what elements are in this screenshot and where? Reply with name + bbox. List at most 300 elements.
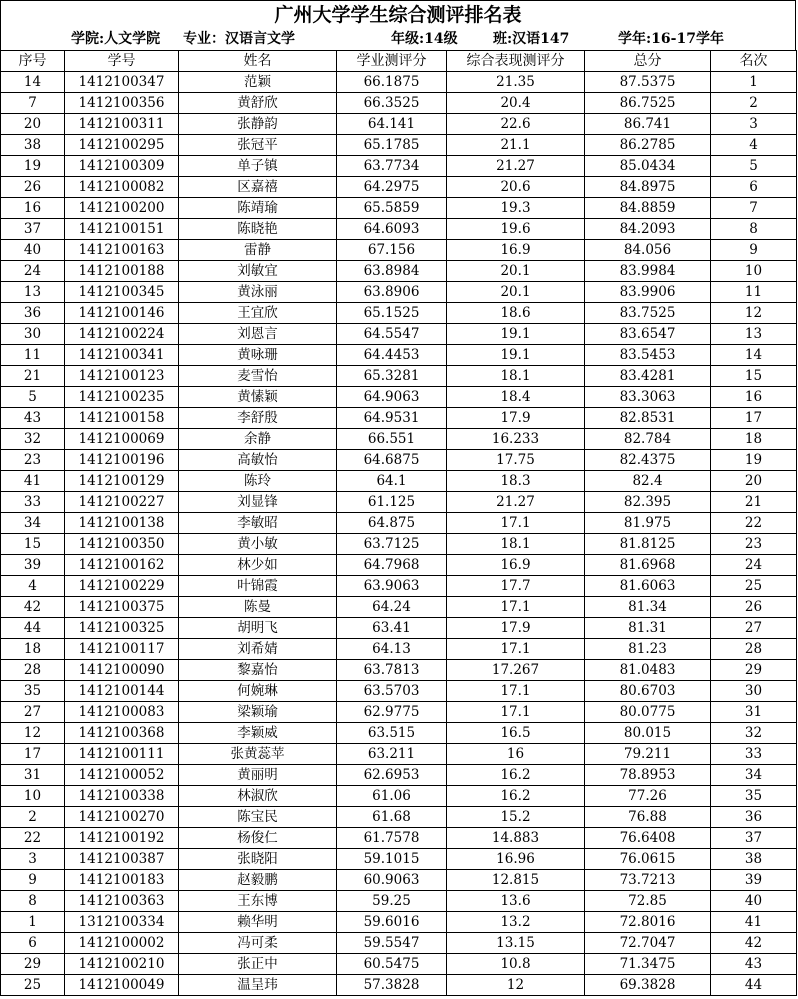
student-id-cell: 1412100341 bbox=[65, 345, 179, 366]
grade-label: 年级:14级 bbox=[391, 31, 458, 47]
seq-cell: 28 bbox=[1, 660, 65, 681]
total-score-cell: 79.211 bbox=[585, 744, 711, 765]
name-cell: 陈晓艳 bbox=[179, 219, 337, 240]
academic-score-cell: 59.25 bbox=[337, 891, 447, 912]
rank-cell: 21 bbox=[711, 492, 797, 513]
rank-cell: 2 bbox=[711, 93, 797, 114]
name-cell: 王东博 bbox=[179, 891, 337, 912]
name-cell: 余静 bbox=[179, 429, 337, 450]
rank-cell: 12 bbox=[711, 303, 797, 324]
academic-score-cell: 65.1525 bbox=[337, 303, 447, 324]
seq-cell: 3 bbox=[1, 849, 65, 870]
seq-cell: 12 bbox=[1, 723, 65, 744]
performance-score-cell: 16.233 bbox=[447, 429, 585, 450]
name-cell: 张正中 bbox=[179, 954, 337, 975]
total-score-header: 总分 bbox=[585, 51, 711, 72]
rank-cell: 8 bbox=[711, 219, 797, 240]
performance-score-cell: 17.9 bbox=[447, 408, 585, 429]
performance-score-cell: 19.1 bbox=[447, 345, 585, 366]
academic-score-cell: 63.515 bbox=[337, 723, 447, 744]
seq-cell: 38 bbox=[1, 135, 65, 156]
total-score-cell: 83.9906 bbox=[585, 282, 711, 303]
student-id-cell: 1412100295 bbox=[65, 135, 179, 156]
rank-cell: 40 bbox=[711, 891, 797, 912]
name-cell: 张黄蕊苹 bbox=[179, 744, 337, 765]
name-cell: 黄舒欣 bbox=[179, 93, 337, 114]
total-score-cell: 86.2785 bbox=[585, 135, 711, 156]
total-score-cell: 71.3475 bbox=[585, 954, 711, 975]
rank-cell: 26 bbox=[711, 597, 797, 618]
performance-score-cell: 13.2 bbox=[447, 912, 585, 933]
rank-cell: 5 bbox=[711, 156, 797, 177]
total-score-cell: 84.8975 bbox=[585, 177, 711, 198]
name-cell: 麦雪怡 bbox=[179, 366, 337, 387]
seq-cell: 25 bbox=[1, 975, 65, 996]
seq-cell: 20 bbox=[1, 114, 65, 135]
name-cell: 黎嘉怡 bbox=[179, 660, 337, 681]
table-row bbox=[1, 282, 797, 303]
performance-score-cell: 17.1 bbox=[447, 639, 585, 660]
academic-score-cell: 64.9063 bbox=[337, 387, 447, 408]
performance-score-cell: 17.7 bbox=[447, 576, 585, 597]
rank-cell: 37 bbox=[711, 828, 797, 849]
seq-cell: 33 bbox=[1, 492, 65, 513]
student-id-cell: 1412100345 bbox=[65, 282, 179, 303]
rank-cell: 4 bbox=[711, 135, 797, 156]
name-cell: 林淑欣 bbox=[179, 786, 337, 807]
student-id-cell: 1412100210 bbox=[65, 954, 179, 975]
seq-cell: 15 bbox=[1, 534, 65, 555]
rank-cell: 28 bbox=[711, 639, 797, 660]
rank-cell: 38 bbox=[711, 849, 797, 870]
table-row bbox=[1, 492, 797, 513]
performance-score-cell: 20.6 bbox=[447, 177, 585, 198]
name-cell: 陈宝民 bbox=[179, 807, 337, 828]
performance-score-cell: 16.9 bbox=[447, 555, 585, 576]
student-id-cell: 1412100227 bbox=[65, 492, 179, 513]
table-row bbox=[1, 366, 797, 387]
table-row bbox=[1, 345, 797, 366]
rank-cell: 36 bbox=[711, 807, 797, 828]
student-id-cell: 1412100325 bbox=[65, 618, 179, 639]
academic-score-cell: 62.6953 bbox=[337, 765, 447, 786]
rank-cell: 6 bbox=[711, 177, 797, 198]
performance-score-cell: 19.1 bbox=[447, 324, 585, 345]
total-score-cell: 82.4375 bbox=[585, 450, 711, 471]
student-id-cell: 1412100144 bbox=[65, 681, 179, 702]
table-row bbox=[1, 954, 797, 975]
seq-cell: 39 bbox=[1, 555, 65, 576]
name-cell: 叶锦霞 bbox=[179, 576, 337, 597]
student-id-cell: 1412100082 bbox=[65, 177, 179, 198]
table-row bbox=[1, 177, 797, 198]
name-cell: 赖华明 bbox=[179, 912, 337, 933]
seq-cell: 37 bbox=[1, 219, 65, 240]
total-score-cell: 83.5453 bbox=[585, 345, 711, 366]
name-cell: 刘恩言 bbox=[179, 324, 337, 345]
student-id-cell: 1412100138 bbox=[65, 513, 179, 534]
name-cell: 杨俊仁 bbox=[179, 828, 337, 849]
name-cell: 黄丽明 bbox=[179, 765, 337, 786]
name-cell: 李敏昭 bbox=[179, 513, 337, 534]
rank-cell: 13 bbox=[711, 324, 797, 345]
name-cell: 单子镇 bbox=[179, 156, 337, 177]
student-id-cell: 1412100192 bbox=[65, 828, 179, 849]
seq-cell: 7 bbox=[1, 93, 65, 114]
student-id-cell: 1412100162 bbox=[65, 555, 179, 576]
academic-score-cell: 59.1015 bbox=[337, 849, 447, 870]
name-cell: 区嘉禧 bbox=[179, 177, 337, 198]
table-row bbox=[1, 975, 797, 996]
student-id-cell: 1412100387 bbox=[65, 849, 179, 870]
rank-cell: 35 bbox=[711, 786, 797, 807]
academic-score-cell: 63.41 bbox=[337, 618, 447, 639]
name-cell: 何婉琳 bbox=[179, 681, 337, 702]
academic-score-cell: 65.3281 bbox=[337, 366, 447, 387]
performance-score-cell: 19.6 bbox=[447, 219, 585, 240]
total-score-cell: 81.31 bbox=[585, 618, 711, 639]
seq-cell: 9 bbox=[1, 870, 65, 891]
total-score-cell: 81.34 bbox=[585, 597, 711, 618]
seq-cell: 24 bbox=[1, 261, 65, 282]
academic-score-cell: 61.68 bbox=[337, 807, 447, 828]
performance-score-cell: 14.883 bbox=[447, 828, 585, 849]
table-row bbox=[1, 261, 797, 282]
rank-cell: 41 bbox=[711, 912, 797, 933]
rank-cell: 31 bbox=[711, 702, 797, 723]
academic-score-cell: 66.3525 bbox=[337, 93, 447, 114]
rank-cell: 25 bbox=[711, 576, 797, 597]
rank-cell: 32 bbox=[711, 723, 797, 744]
performance-score-cell: 18.1 bbox=[447, 366, 585, 387]
performance-score-cell: 22.6 bbox=[447, 114, 585, 135]
name-cell: 温呈玮 bbox=[179, 975, 337, 996]
performance-score-cell: 17.267 bbox=[447, 660, 585, 681]
student-id-cell: 1412100350 bbox=[65, 534, 179, 555]
table-row bbox=[1, 72, 797, 93]
performance-score-cell: 13.6 bbox=[447, 891, 585, 912]
student-id-cell: 1412100368 bbox=[65, 723, 179, 744]
total-score-cell: 86.741 bbox=[585, 114, 711, 135]
total-score-cell: 87.5375 bbox=[585, 72, 711, 93]
student-id-cell: 1412100200 bbox=[65, 198, 179, 219]
total-score-cell: 82.4 bbox=[585, 471, 711, 492]
performance-score-cell: 18.4 bbox=[447, 387, 585, 408]
academic-score-cell: 63.9063 bbox=[337, 576, 447, 597]
seq-cell: 6 bbox=[1, 933, 65, 954]
student-id-cell: 1412100052 bbox=[65, 765, 179, 786]
rank-cell: 29 bbox=[711, 660, 797, 681]
academic-score-cell: 64.875 bbox=[337, 513, 447, 534]
performance-score-cell: 18.6 bbox=[447, 303, 585, 324]
table-row bbox=[1, 429, 797, 450]
name-cell: 冯可柔 bbox=[179, 933, 337, 954]
academic-score-cell: 64.141 bbox=[337, 114, 447, 135]
student-id-cell: 1412100375 bbox=[65, 597, 179, 618]
total-score-cell: 72.8016 bbox=[585, 912, 711, 933]
name-cell: 黄小敏 bbox=[179, 534, 337, 555]
table-row bbox=[1, 408, 797, 429]
name-cell: 刘希婧 bbox=[179, 639, 337, 660]
student-id-cell: 1412100090 bbox=[65, 660, 179, 681]
academic-score-cell: 65.1785 bbox=[337, 135, 447, 156]
total-score-cell: 76.6408 bbox=[585, 828, 711, 849]
seq-cell: 13 bbox=[1, 282, 65, 303]
rank-cell: 39 bbox=[711, 870, 797, 891]
academic-score-cell: 60.9063 bbox=[337, 870, 447, 891]
performance-score-cell: 16.9 bbox=[447, 240, 585, 261]
academic-score-cell: 64.9531 bbox=[337, 408, 447, 429]
class-label: 班:汉语147 bbox=[493, 31, 570, 47]
academic-score-cell: 64.24 bbox=[337, 597, 447, 618]
name-cell: 刘显锋 bbox=[179, 492, 337, 513]
total-score-cell: 82.8531 bbox=[585, 408, 711, 429]
performance-score-cell: 17.75 bbox=[447, 450, 585, 471]
student-id-cell: 1412100002 bbox=[65, 933, 179, 954]
seq-header: 序号 bbox=[1, 51, 65, 72]
academic-score-cell: 64.1 bbox=[337, 471, 447, 492]
total-score-cell: 73.7213 bbox=[585, 870, 711, 891]
academic-score-cell: 67.156 bbox=[337, 240, 447, 261]
table-row bbox=[1, 639, 797, 660]
academic-score-cell: 57.3828 bbox=[337, 975, 447, 996]
academic-score-cell: 64.4453 bbox=[337, 345, 447, 366]
student-id-cell: 1412100146 bbox=[65, 303, 179, 324]
seq-cell: 26 bbox=[1, 177, 65, 198]
table-row bbox=[1, 114, 797, 135]
student-id-cell: 1412100270 bbox=[65, 807, 179, 828]
academic-score-cell: 64.2975 bbox=[337, 177, 447, 198]
table-body bbox=[1, 72, 797, 996]
total-score-cell: 76.88 bbox=[585, 807, 711, 828]
student-id-cell: 1412100188 bbox=[65, 261, 179, 282]
student-id-cell: 1412100235 bbox=[65, 387, 179, 408]
table-row bbox=[1, 513, 797, 534]
table-row bbox=[1, 555, 797, 576]
table-row bbox=[1, 912, 797, 933]
table-row bbox=[1, 849, 797, 870]
performance-score-cell: 16.96 bbox=[447, 849, 585, 870]
table-row bbox=[1, 828, 797, 849]
name-cell: 范颖 bbox=[179, 72, 337, 93]
academic-score-cell: 63.8906 bbox=[337, 282, 447, 303]
academic-score-cell: 63.7125 bbox=[337, 534, 447, 555]
seq-cell: 29 bbox=[1, 954, 65, 975]
rank-cell: 30 bbox=[711, 681, 797, 702]
table-row bbox=[1, 702, 797, 723]
student-id-cell: 1412100347 bbox=[65, 72, 179, 93]
student-id-cell: 1412100356 bbox=[65, 93, 179, 114]
total-score-cell: 81.23 bbox=[585, 639, 711, 660]
performance-score-cell: 19.3 bbox=[447, 198, 585, 219]
seq-cell: 34 bbox=[1, 513, 65, 534]
student-id-cell: 1412100196 bbox=[65, 450, 179, 471]
rank-cell: 22 bbox=[711, 513, 797, 534]
total-score-cell: 84.8859 bbox=[585, 198, 711, 219]
performance-score-cell: 21.35 bbox=[447, 72, 585, 93]
student-id-cell: 1412100183 bbox=[65, 870, 179, 891]
rank-cell: 24 bbox=[711, 555, 797, 576]
table-row bbox=[1, 303, 797, 324]
rank-cell: 27 bbox=[711, 618, 797, 639]
name-cell: 黄咏珊 bbox=[179, 345, 337, 366]
performance-score-header: 综合表现测评分 bbox=[447, 51, 585, 72]
rank-cell: 10 bbox=[711, 261, 797, 282]
student-id-cell: 1412100224 bbox=[65, 324, 179, 345]
student-id-cell: 1412100338 bbox=[65, 786, 179, 807]
total-score-cell: 72.7047 bbox=[585, 933, 711, 954]
total-score-cell: 82.395 bbox=[585, 492, 711, 513]
name-cell: 黄愫颖 bbox=[179, 387, 337, 408]
student-id-cell: 1412100311 bbox=[65, 114, 179, 135]
table-row bbox=[1, 723, 797, 744]
total-score-cell: 78.8953 bbox=[585, 765, 711, 786]
rank-cell: 11 bbox=[711, 282, 797, 303]
major-label: 专业：汉语言文学 bbox=[183, 31, 295, 47]
academic-score-header: 学业测评分 bbox=[337, 51, 447, 72]
academic-score-cell: 63.211 bbox=[337, 744, 447, 765]
total-score-cell: 82.784 bbox=[585, 429, 711, 450]
name-cell: 张冠平 bbox=[179, 135, 337, 156]
table-row bbox=[1, 891, 797, 912]
performance-score-cell: 17.1 bbox=[447, 702, 585, 723]
table-row bbox=[1, 681, 797, 702]
performance-score-cell: 17.1 bbox=[447, 513, 585, 534]
student-id-cell: 1412100049 bbox=[65, 975, 179, 996]
student-id-cell: 1412100129 bbox=[65, 471, 179, 492]
total-score-cell: 81.8125 bbox=[585, 534, 711, 555]
performance-score-cell: 20.1 bbox=[447, 261, 585, 282]
table-row bbox=[1, 618, 797, 639]
rank-cell: 43 bbox=[711, 954, 797, 975]
seq-cell: 27 bbox=[1, 702, 65, 723]
student-id-cell: 1412100158 bbox=[65, 408, 179, 429]
total-score-cell: 81.6063 bbox=[585, 576, 711, 597]
student-id-cell: 1412100083 bbox=[65, 702, 179, 723]
rank-cell: 17 bbox=[711, 408, 797, 429]
table-row bbox=[1, 786, 797, 807]
rank-cell: 19 bbox=[711, 450, 797, 471]
name-cell: 张静韵 bbox=[179, 114, 337, 135]
academic-score-cell: 60.5475 bbox=[337, 954, 447, 975]
ranking-table bbox=[0, 50, 797, 996]
table-row bbox=[1, 807, 797, 828]
rank-cell: 34 bbox=[711, 765, 797, 786]
seq-cell: 11 bbox=[1, 345, 65, 366]
performance-score-cell: 18.1 bbox=[447, 534, 585, 555]
seq-cell: 35 bbox=[1, 681, 65, 702]
table-row bbox=[1, 135, 797, 156]
total-score-cell: 81.975 bbox=[585, 513, 711, 534]
seq-cell: 23 bbox=[1, 450, 65, 471]
student-id-cell: 1412100151 bbox=[65, 219, 179, 240]
table-row bbox=[1, 450, 797, 471]
performance-score-cell: 21.27 bbox=[447, 156, 585, 177]
performance-score-cell: 21.27 bbox=[447, 492, 585, 513]
seq-cell: 40 bbox=[1, 240, 65, 261]
total-score-cell: 83.4281 bbox=[585, 366, 711, 387]
seq-cell: 42 bbox=[1, 597, 65, 618]
academic-score-cell: 61.06 bbox=[337, 786, 447, 807]
table-header bbox=[1, 51, 797, 72]
seq-cell: 32 bbox=[1, 429, 65, 450]
name-cell: 赵毅鹏 bbox=[179, 870, 337, 891]
seq-cell: 8 bbox=[1, 891, 65, 912]
seq-cell: 14 bbox=[1, 72, 65, 93]
table-row bbox=[1, 219, 797, 240]
seq-cell: 44 bbox=[1, 618, 65, 639]
performance-score-cell: 16 bbox=[447, 744, 585, 765]
total-score-cell: 85.0434 bbox=[585, 156, 711, 177]
seq-cell: 18 bbox=[1, 639, 65, 660]
table-row bbox=[1, 324, 797, 345]
name-cell: 黄泳丽 bbox=[179, 282, 337, 303]
total-score-cell: 80.0775 bbox=[585, 702, 711, 723]
total-score-cell: 81.0483 bbox=[585, 660, 711, 681]
rank-header: 名次 bbox=[711, 51, 797, 72]
student-id-header: 学号 bbox=[65, 51, 179, 72]
name-cell: 李颖威 bbox=[179, 723, 337, 744]
student-id-cell: 1412100163 bbox=[65, 240, 179, 261]
rank-cell: 20 bbox=[711, 471, 797, 492]
name-cell: 梁颖瑜 bbox=[179, 702, 337, 723]
name-cell: 陈玲 bbox=[179, 471, 337, 492]
seq-cell: 41 bbox=[1, 471, 65, 492]
rank-cell: 23 bbox=[711, 534, 797, 555]
academic-score-cell: 59.5547 bbox=[337, 933, 447, 954]
academic-score-cell: 64.5547 bbox=[337, 324, 447, 345]
table-row bbox=[1, 744, 797, 765]
performance-score-cell: 21.1 bbox=[447, 135, 585, 156]
table-row bbox=[1, 471, 797, 492]
academic-score-cell: 64.6875 bbox=[337, 450, 447, 471]
table-row bbox=[1, 870, 797, 891]
name-cell: 陈曼 bbox=[179, 597, 337, 618]
table-row bbox=[1, 576, 797, 597]
performance-score-cell: 13.15 bbox=[447, 933, 585, 954]
academic-score-cell: 64.7968 bbox=[337, 555, 447, 576]
academic-score-cell: 61.125 bbox=[337, 492, 447, 513]
rank-cell: 33 bbox=[711, 744, 797, 765]
seq-cell: 16 bbox=[1, 198, 65, 219]
total-score-cell: 80.6703 bbox=[585, 681, 711, 702]
seq-cell: 10 bbox=[1, 786, 65, 807]
performance-score-cell: 10.8 bbox=[447, 954, 585, 975]
rank-cell: 3 bbox=[711, 114, 797, 135]
academic-score-cell: 65.5859 bbox=[337, 198, 447, 219]
name-header: 姓名 bbox=[179, 51, 337, 72]
performance-score-cell: 17.1 bbox=[447, 597, 585, 618]
rank-cell: 9 bbox=[711, 240, 797, 261]
seq-cell: 31 bbox=[1, 765, 65, 786]
student-id-cell: 1412100363 bbox=[65, 891, 179, 912]
total-score-cell: 76.0615 bbox=[585, 849, 711, 870]
total-score-cell: 81.6968 bbox=[585, 555, 711, 576]
rank-cell: 1 bbox=[711, 72, 797, 93]
seq-cell: 2 bbox=[1, 807, 65, 828]
seq-cell: 30 bbox=[1, 324, 65, 345]
seq-cell: 1 bbox=[1, 912, 65, 933]
seq-cell: 4 bbox=[1, 576, 65, 597]
performance-score-cell: 20.4 bbox=[447, 93, 585, 114]
academic-score-cell: 63.7813 bbox=[337, 660, 447, 681]
total-score-cell: 83.3063 bbox=[585, 387, 711, 408]
performance-score-cell: 17.1 bbox=[447, 681, 585, 702]
name-cell: 胡明飞 bbox=[179, 618, 337, 639]
student-id-cell: 1412100111 bbox=[65, 744, 179, 765]
academic-score-cell: 59.6016 bbox=[337, 912, 447, 933]
performance-score-cell: 18.3 bbox=[447, 471, 585, 492]
